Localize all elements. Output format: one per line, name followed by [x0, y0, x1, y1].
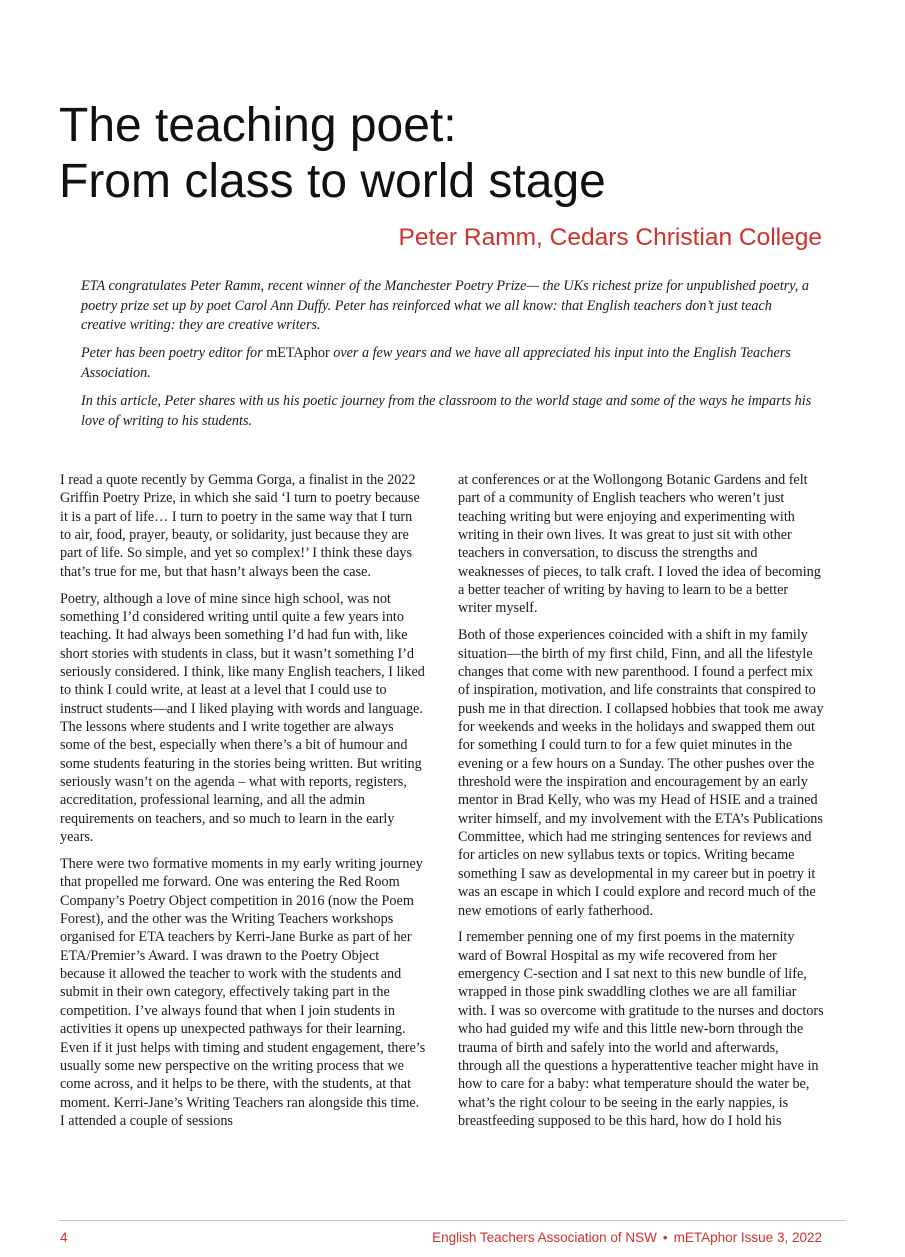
body-paragraph: Both of those experiences coincided with a shift in my family situation—the birth of my first child, Finn, and all the lifestyle changes that come with new parenthood. I found a perfect mix of inspiration, motivation, and life constraints that conspired to push me in that direction. I collapsed hobbies that took me away for weekends and weeks in the holidays and swapped them out for something I could turn to for a few quiet minutes in the evening or a few hours on a Sunday. The other pushes over the threshold were the inspiration and encouragement by an early mentor in Brad Kelly, who was my Head of HSIE and a trained writer himself, and my involvement with the ETA’s Publications Committee, which had me stringing sentences for reviews and for articles on new syllabus texts or topics. Writing became something I saw as developmental in my career but in poetry it was an escape in which I could explore and record much of the new emotions of early fatherhood.	[458, 627, 824, 919]
intro-paragraph-3: In this article, Peter shares with us his poetic journey from the classroom to the world stage and some of the ways he imparts his love of writing to his students.	[81, 393, 812, 429]
intro-p2-before: Peter has been poetry editor for	[81, 345, 267, 362]
intro-standfirst	[81, 277, 817, 440]
body-paragraph: at conferences or at the Wollongong Botanic Gardens and felt part of a community of English teachers who weren’t just teaching writing but were enjoying and experimenting with writing in their own lives. It was great to just sit with other teachers in conversation, to discuss the strengths and weaknesses of pieces, to talk craft. I loved the idea of becoming a better teacher of writing by having to learn to be a better writer myself.	[458, 472, 821, 617]
author-byline: Peter Ramm, Cedars Christian College	[398, 224, 822, 251]
footer-issue: mETAphor Issue 3, 2022	[673, 1230, 822, 1245]
body-column-right	[458, 471, 824, 1139]
footer-separator: •	[662, 1230, 668, 1245]
footer-publisher: English Teachers Association of NSW	[432, 1230, 657, 1245]
page-number: 4	[60, 1230, 68, 1245]
body-paragraph: There were two formative moments in my early writing journey that propelled me forward. One was entering the Red Room Company’s Poetry Object competition in 2016 (now the Poem Forest), and the other was the Writing Teachers workshops organised for ETA teachers by Kerri-Jane Burke as part of her ETA/Premier’s Award. I was drawn to the Poetry Object because it allowed the teacher to work with the students and submit in their own category, effectively taking part in the competition. I’ve always found that when I join students in activities it opens up unexpected pathways for their learning. Even if it just helps with timing and student engagement, there’s usually some new perspective on the writing process that we come across, and it helps to be there, with the students, at that moment. Kerri-Jane’s Writing Teachers ran alongside this time. I attended a couple of sessions	[60, 856, 426, 1129]
intro-paragraph-1: ETA congratulates Peter Ramm, recent winner of the Manchester Poetry Prize— the UKs richest prize for unpublished poetry, a poetry prize set up by poet Carol Ann Duffy. Peter has reinforced what we all know: that English teachers don’t just teach creative writing: they are creative writers.	[81, 278, 809, 334]
title-line-1: The teaching poet:	[59, 99, 457, 152]
article-title	[59, 98, 859, 210]
body-paragraph: I remember penning one of my first poems in the maternity ward of Bowral Hospital as my wife recovered from her emergency C-section and I sat next to this new bundle of life, wrapped in those pink swaddling clothes we are all familiar with. I was so overcome with gratitude to the nurses and doctors who had guided my wife and this little new-born through the trauma of birth and safely into the world and afterwards, through all the questions a hyperattentive teacher might have in how to care for a baby: what temperature should the water be, what’s the right colour to be seeing in the early nappies, is breastfeeding supposed to be this hard, how do I hold his	[458, 929, 824, 1129]
footer-divider	[59, 1220, 846, 1221]
intro-p2-after: over a few years and we have all appreciated his input into the English Teachers Association.	[81, 345, 791, 381]
footer-running-title	[432, 1230, 822, 1245]
magazine-name: mETAphor	[266, 345, 330, 362]
body-paragraph: Poetry, although a love of mine since high school, was not something I’d considered writing until quite a few years into teaching. It had always been something I’d had fun with, like short stories with students in class, but it wasn’t something I’d seriously considered. I think, like many English teachers, I liked to think I could write, at least at a level that I could use to instruct students—and I liked playing with words and language. The lessons where students and I write together are always some of the best, especially when there’s a bit of humour and some students featuring in the stories being written. But writing seriously wasn’t on the agenda – what with reports, registers, accreditation, professional learning, and all the admin requirements on teachers, and so much to learn in the early years.	[60, 590, 425, 846]
title-line-2: From class to world stage	[59, 155, 606, 208]
intro-paragraph-2	[81, 344, 817, 383]
body-paragraph: I read a quote recently by Gemma Gorga, a finalist in the 2022 Griffin Poetry Prize, in which she said ‘I turn to poetry because it is a part of life… I turn to poetry in the same way that I turn to air, food, prayer, beauty, or solidarity, just because they are part of life. So simple, and yet so complex!’ I think these days that’s true for me, but that hasn’t always been the case.	[60, 472, 420, 580]
body-column-left	[60, 471, 426, 1139]
